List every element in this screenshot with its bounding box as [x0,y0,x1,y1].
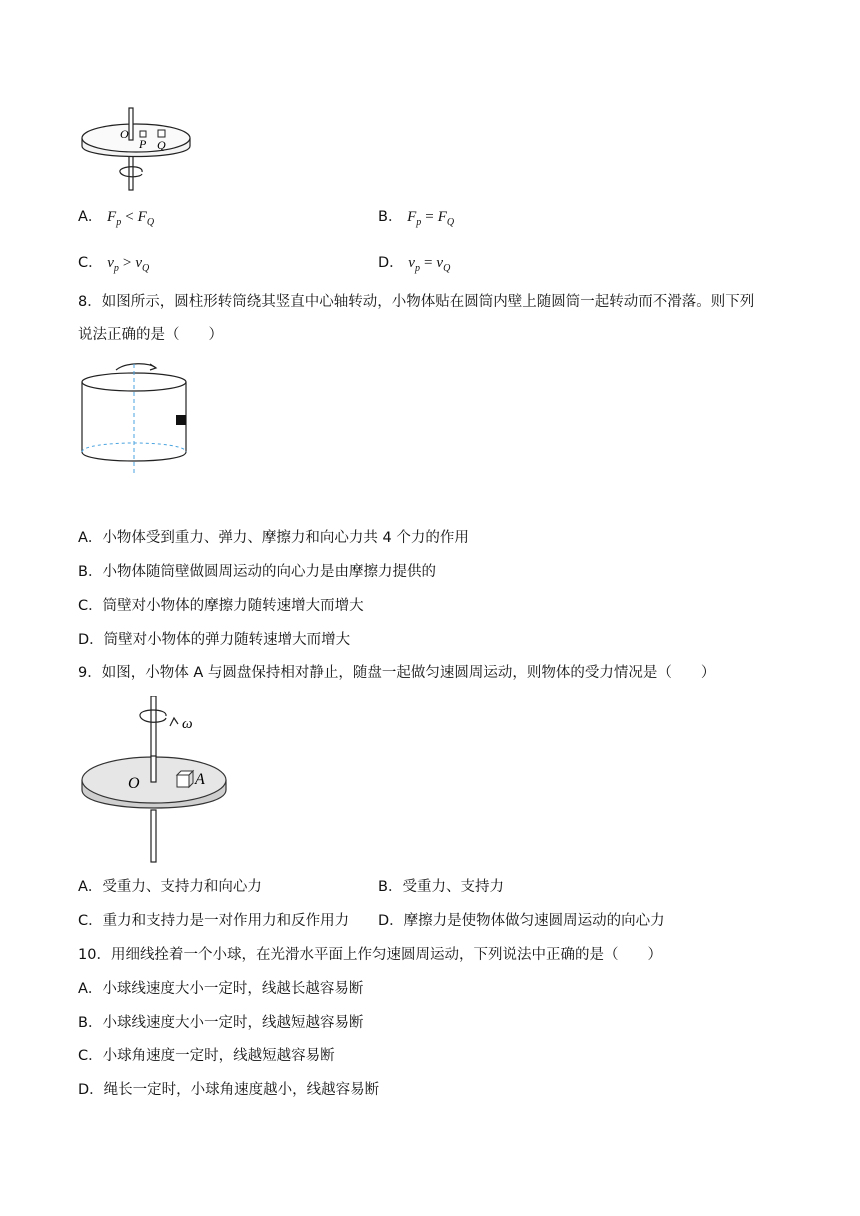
q9-label-o: O [128,775,140,792]
q10-option-c: C．小球角速度一定时，线越短越容易断 [78,1048,335,1064]
q8-option-d: D．筒壁对小物体的弹力随转速增大而增大 [78,632,351,648]
q10-option-a: A．小球线速度大小一定时，线越长越容易断 [78,981,364,997]
q7-disk-figure [78,102,198,194]
q9-label-omega: ω [182,716,193,732]
q10-option-b: B．小球线速度大小一定时，线越短越容易断 [78,1015,364,1031]
q9-option-a: A．受重力、支持力和向心力 [78,879,262,895]
q7-label-p: P [139,137,147,151]
q8-option-b: B．小物体随筒壁做圆周运动的向心力是由摩擦力提供的 [78,564,436,580]
q10-stem: 10．用细线拴着一个小球，在光滑水平面上作匀速圆周运动，下列说法中正确的是（ ） [78,947,662,963]
q8-option-c: C．筒壁对小物体的摩擦力随转速增大而增大 [78,598,364,614]
q7-option-a: A． $F_p < F_Q$ [78,209,155,228]
q7-label-o: O [120,127,129,141]
q10-option-d: D．绳长一定时，小球角速度越小，线越容易断 [78,1082,380,1098]
q7-option-c: C． $v_p > v_Q$ [78,255,150,274]
q7-option-b: B． $F_p = F_Q$ [378,209,455,228]
q7-label-q: Q [157,138,166,152]
q9-option-d: D．摩擦力是使物体做匀速圆周运动的向心力 [378,913,665,929]
q9-disk-figure [78,696,238,866]
q8-stem-line2: 说法正确的是（ ） [78,327,223,343]
q8-cylinder-figure [76,360,196,478]
q7-option-d: D． $v_p = v_Q$ [378,255,451,274]
q9-option-c: C．重力和支持力是一对作用力和反作用力 [78,913,350,929]
q8-stem-line1: 8．如图所示，圆柱形转筒绕其竖直中心轴转动，小物体贴在圆筒内壁上随圆筒一起转动而不滑落。则下列 [78,294,755,310]
q9-stem: 9．如图，小物体 A 与圆盘保持相对静止，随盘一起做匀速圆周运动，则物体的受力情况是（ ） [78,665,716,681]
q8-option-a: A．小物体受到重力、弹力、摩擦力和向心力共 4 个力的作用 [78,530,469,546]
q9-label-a: A [195,771,205,788]
q9-option-b: B．受重力、支持力 [378,879,504,895]
